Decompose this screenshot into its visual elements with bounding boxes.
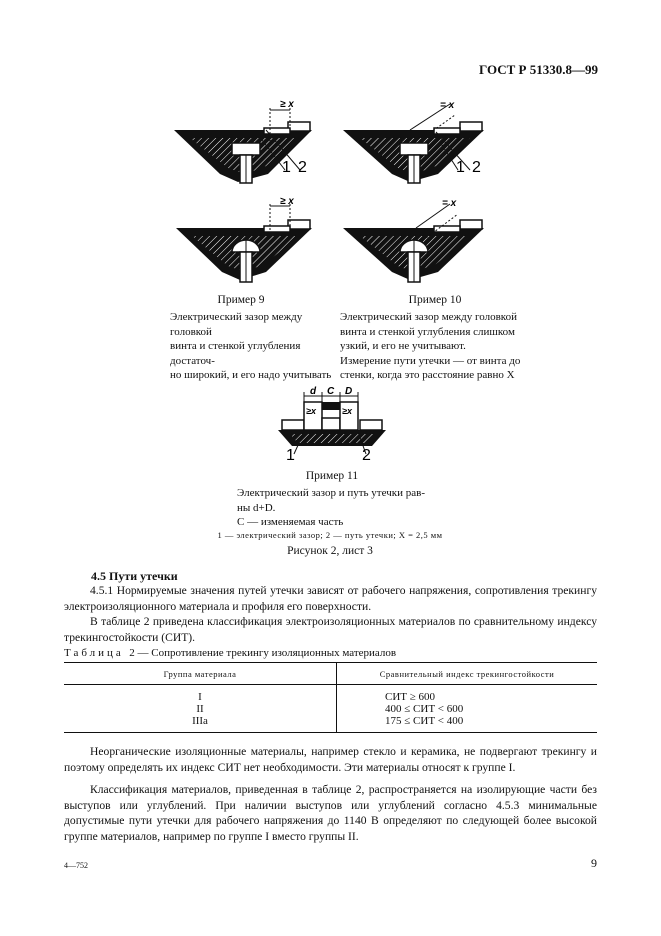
paragraph-inorganic: Неорганические изоляционные материалы, например стекло и керамика, не подвергают трекингу и поэтому определять их индекс СИТ нет необходимости. Эти материалы относят к группе I.: [64, 745, 597, 774]
table-header-row: [64, 663, 597, 685]
paragraph-classification: Классификация материалов, приведенная в таблице 2, распространяется на изолирующие части без выступов или углублений. При наличии выступов или углублений согласно 4.5.3 минимальные допустимые пути утечки для рабочего напряжения до 1140 В определяют по следующей более высокой группе материалов, например по группе I вместо группы II.: [64, 783, 597, 843]
example-10-title: Пример 10: [408, 294, 462, 306]
example-11-caption: Электрический зазор и путь утечки рав- ны d+D. C — изменяемая часть: [237, 487, 425, 528]
label-1: 1: [286, 447, 295, 464]
label-D: D: [345, 386, 353, 397]
table-row: I СИТ ≥ 600: [64, 685, 597, 704]
table-header-cti: Сравнительный индекс трекингостойкости: [379, 668, 555, 679]
table-header-group: Группа материала: [64, 663, 337, 685]
label-1: 1: [282, 159, 291, 176]
footer-code: 4—752: [64, 861, 88, 870]
dim-ge-x-label: ≥ x: [280, 196, 294, 207]
table-row: II 400 ≤ СИТ < 600: [64, 703, 597, 715]
dim-eq-x-label: = x: [440, 100, 455, 111]
paragraph-4-5-1: 4.5.1 Нормируемые значения путей утечки зависят от рабочего напряжения, сопротивления трекингу электроизоляционного материала и профиля его поверхности.: [64, 584, 597, 613]
example-11-diagram: [278, 386, 386, 464]
section-title: 4.5 Пути утечки: [91, 569, 178, 583]
figure-legend: 1 — электрический зазор; 2 — путь утечки; X = 2,5 мм: [217, 530, 443, 540]
label-2: 2: [362, 447, 371, 464]
tracking-resistance-table: [64, 662, 597, 733]
label-ge-x: ≥x: [342, 406, 352, 416]
example-9-lower-diagram: [176, 196, 312, 282]
table-title: Таблица 2 — Сопротивление трекингу изоляционных материалов: [64, 647, 397, 659]
example-9-caption: Электрический зазор между головкой винта и стенкой углубления достаточ- но широкий, и его надо учитывать: [170, 311, 332, 381]
example-11-title: Пример 11: [305, 470, 359, 482]
dim-ge-x-label: ≥ x: [280, 99, 294, 110]
table-row: IIIa 175 ≤ СИТ < 400: [64, 715, 597, 733]
label-2: 2: [472, 159, 481, 176]
document-code: ГОСТ Р 51330.8—99: [479, 62, 598, 77]
example-9-upper-diagram: [174, 99, 312, 183]
label-C: C: [327, 386, 335, 397]
dim-eq-x-label: = x: [442, 198, 457, 209]
paragraph-table-intro: В таблице 2 приведена классификация электроизоляционных материалов по сравнительному индексу трекингостойкости (СИТ).: [64, 615, 597, 644]
label-2: 2: [298, 159, 307, 176]
example-9-title: Пример 9: [217, 294, 265, 306]
example-10-lower-diagram: [343, 198, 484, 282]
example-10-upper-diagram: [343, 100, 484, 183]
label-d: d: [310, 386, 317, 397]
page-number: 9: [591, 856, 597, 870]
label-ge-x: ≥x: [306, 406, 316, 416]
example-10-caption: Электрический зазор между головкой винта и стенкой углубления слишком узкий, и его не учитывают. Измерение пути утечки — от винта до стенки, когда это расстояние равно X: [340, 311, 521, 381]
figure-caption: Рисунок 2, лист 3: [287, 545, 373, 557]
label-1: 1: [456, 159, 465, 176]
